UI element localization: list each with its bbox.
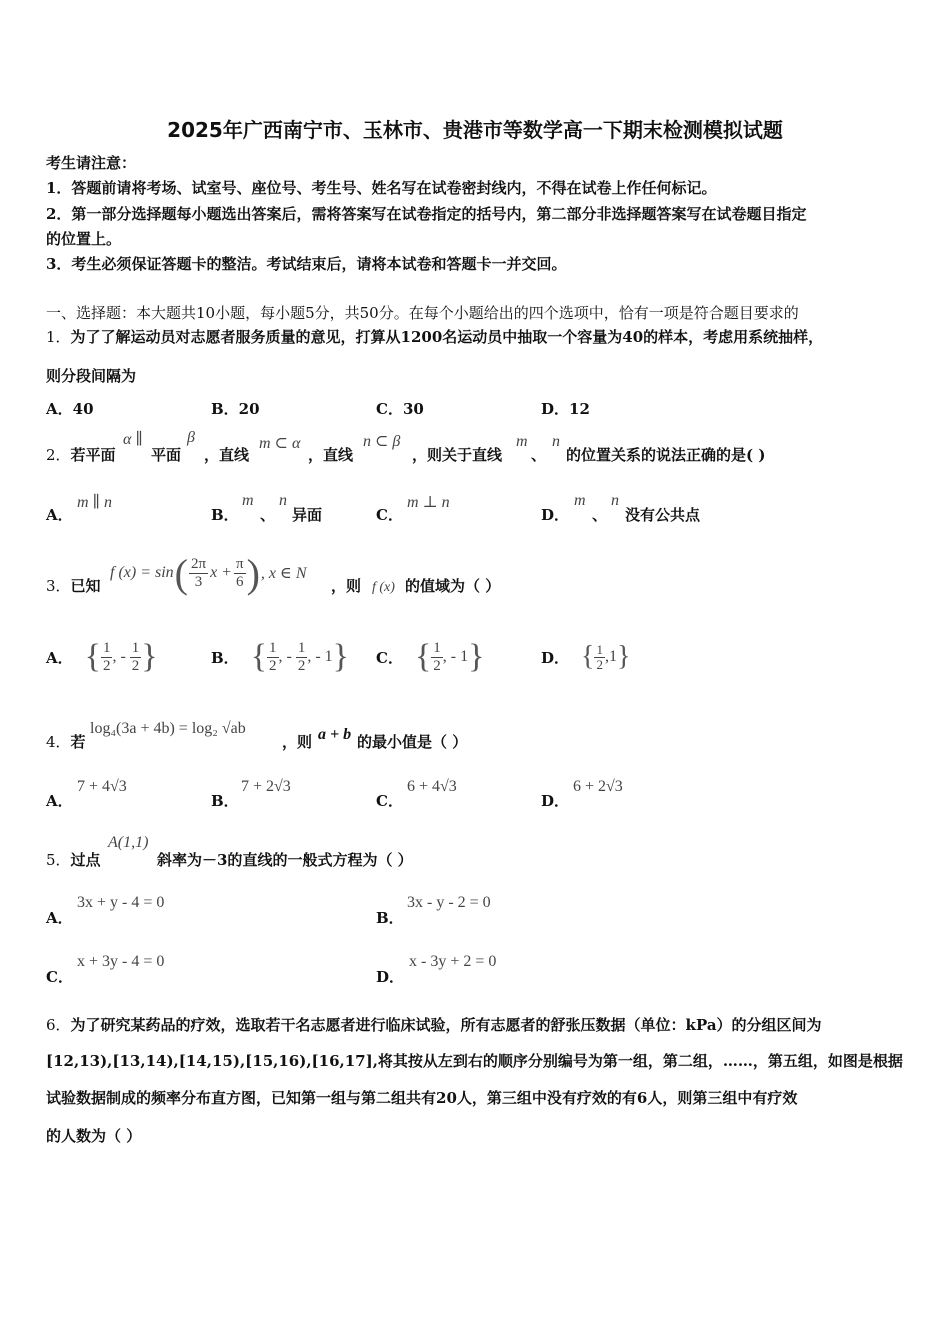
question-number: 6． (46, 1016, 71, 1034)
paren-left: ( (174, 550, 188, 596)
q2-math-m: m (516, 433, 528, 450)
question-4 (46, 731, 86, 752)
q2-math-n: n (552, 433, 560, 450)
separator: ,1 (604, 648, 617, 665)
option-label: C． (376, 506, 403, 524)
option-math-m: m (242, 492, 254, 509)
frac (130, 640, 142, 675)
q3-option-a[interactable] (46, 634, 158, 680)
q2-math-beta: β (187, 429, 195, 446)
option-label: A． (46, 909, 73, 927)
option-math: 7 + 2√3 (241, 778, 291, 795)
brace-right: } (468, 638, 485, 675)
notice-item-2b: 的位置上。 (46, 230, 122, 248)
section-heading: 一、选择题：本大题共10小题，每小题5分，共50分。在每个小题给出的四个选项中，恰有一项是符合题目要求的 (46, 304, 799, 322)
brace-left: { (581, 641, 595, 672)
q2-text-7: 的位置关系的说法正确的是( ) (566, 446, 766, 464)
q3-f-lhs: f (x) = sin (110, 564, 174, 581)
frac-num: 1 (269, 639, 277, 656)
frac-den: 3 (194, 573, 203, 590)
option-math-m: m (574, 492, 586, 509)
q3-function-expression (110, 548, 307, 598)
q5-point: A(1,1) (108, 834, 149, 851)
q3-text-1: 已知 (70, 577, 101, 595)
option-math-n: n (279, 492, 287, 509)
frac (267, 640, 279, 675)
q2-text-3: ，直线 (204, 446, 250, 464)
brace-right: } (616, 641, 631, 672)
question-5 (46, 849, 101, 870)
notice-item-2a: 2．第一部分选择题每小题选出答案后，需将答案写在试卷指定的括号内，第二部分非选择题答案写在试卷题目指定 (46, 205, 807, 223)
q1-option-a[interactable]: A．40 (46, 400, 94, 418)
question-text: 为了了解运动员对志愿者服务质量的意见，打算从1200名运动员中抽取一个容量为40的样本，考虑用系统抽样， (70, 328, 824, 346)
frac-den: 6 (236, 573, 244, 590)
separator: , - (278, 648, 292, 665)
frac (101, 640, 113, 675)
frac-num: 1 (433, 639, 441, 656)
frac-den: 2 (102, 657, 111, 674)
brace-right: } (141, 638, 158, 675)
q2-math-n-in-beta: n ⊂ β (363, 433, 401, 450)
brace-right: } (332, 638, 349, 675)
separator: , - 1 (442, 648, 469, 665)
option-math: 3x - y - 2 = 0 (407, 894, 491, 911)
q1-option-c[interactable]: C．30 (376, 400, 424, 418)
q3-frac-pi-6 (234, 556, 246, 591)
option-label: B． (211, 648, 239, 667)
q3-option-b[interactable] (211, 634, 349, 680)
question-2 (46, 444, 116, 465)
q6-line-1: 为了研究某药品的疗效，选取若干名志愿者进行临床试验，所有志愿者的舒张压数据（单位：kPa）的分组区间为 (70, 1016, 822, 1034)
q5-text-1: 过点 (70, 851, 101, 869)
q2-text-1: 若平面 (70, 446, 116, 464)
option-label: A． (46, 506, 73, 524)
option-math: m ∥ n (77, 494, 112, 511)
brace-left: { (84, 638, 101, 675)
question-1 (46, 326, 823, 347)
frac (431, 640, 443, 675)
option-separator: 、 (260, 506, 276, 524)
question-number: 3． (46, 577, 71, 595)
separator: , - 1 (307, 648, 333, 665)
question-6 (46, 1014, 822, 1035)
option-text: 异面 (292, 506, 323, 524)
q3-option-c[interactable] (376, 634, 484, 680)
option-label: D． (376, 968, 405, 986)
option-math-n: n (611, 492, 619, 509)
option-label: A． (46, 648, 73, 667)
q3-x-plus: x + (210, 564, 232, 581)
frac (594, 643, 605, 672)
brace-left: { (414, 638, 432, 675)
notice-item-1: 1．答题前请将考场、试室号、座位号、考生号、姓名写在试卷密封线内，不得在试卷上作任何标记。 (46, 179, 717, 197)
option-label: C． (376, 648, 403, 667)
option-math: 3x + y - 4 = 0 (77, 894, 165, 911)
option-math: x - 3y + 2 = 0 (409, 953, 497, 970)
option-math: 7 + 4√3 (77, 778, 127, 795)
frac-num: 1 (131, 639, 140, 656)
paren-right: ) (246, 550, 260, 596)
q2-text-4: ，直线 (308, 446, 354, 464)
frac-den: 2 (131, 657, 140, 674)
frac-num: 1 (102, 639, 111, 656)
frac-num: 2π (191, 555, 207, 572)
option-math: 6 + 4√3 (407, 778, 457, 795)
option-math: 6 + 2√3 (573, 778, 623, 795)
q2-text-6: 、 (531, 446, 547, 464)
frac (296, 640, 308, 675)
q1-option-b[interactable]: B．20 (211, 400, 260, 418)
frac-num: 1 (297, 639, 306, 656)
option-label: D． (541, 506, 570, 524)
q2-text-5: ，则关于直线 (412, 446, 503, 464)
frac-den: 2 (433, 657, 441, 674)
q2-math-alpha-parallel: α ∥ (123, 431, 143, 448)
q3-text-2: ，则 (331, 577, 362, 595)
frac-den: 2 (269, 657, 277, 674)
question-number: 1． (46, 328, 71, 346)
q3-frac-2pi-3 (189, 556, 208, 591)
q2-math-m-in-alpha: m ⊂ α (259, 435, 301, 452)
q5-text-2: 斜率为－3的直线的一般式方程为（ ） (157, 851, 413, 869)
option-label: C． (46, 968, 73, 986)
option-label: C． (376, 792, 403, 810)
frac-den: 2 (596, 656, 603, 672)
q6-line-3: 试验数据制成的频率分布直方图，已知第一组与第二组共有20人，第三组中没有疗效的有6人，则第三组中有疗效 (46, 1089, 798, 1107)
option-math: x + 3y - 4 = 0 (77, 953, 165, 970)
separator: , - (112, 648, 126, 665)
q3-domain: , x ∈ N (260, 565, 307, 582)
frac-num: π (235, 555, 244, 572)
q6-line-4: 的人数为（ ） (46, 1127, 142, 1145)
page-title: 2025年广西南宁市、玉林市、贵港市等数学高一下期末检测模拟试题 (167, 118, 783, 142)
option-text: 没有公共点 (625, 506, 701, 524)
notice-item-3: 3．考生必须保证答题卡的整洁。考试结束后，请将本试卷和答题卡一并交回。 (46, 255, 567, 273)
option-separator: 、 (592, 506, 608, 524)
option-label: D． (541, 792, 570, 810)
frac-den: 2 (297, 657, 306, 674)
brace-left: { (250, 638, 268, 675)
frac-num: 1 (596, 641, 603, 657)
q3-fx: f (x) (372, 580, 395, 595)
option-label: D． (541, 648, 570, 667)
question-number: 4． (46, 733, 71, 751)
notice-heading: 考生请注意： (46, 154, 137, 172)
q4-text-1: 若 (70, 733, 86, 751)
question-number: 5． (46, 851, 71, 869)
option-math: m ⊥ n (407, 494, 450, 511)
question-1-line2: 则分段间隔为 (46, 367, 137, 385)
question-number: 2． (46, 446, 71, 464)
q4-a-plus-b: a + b (318, 726, 352, 743)
q4-text-3: 的最小值是（ ） (357, 733, 468, 751)
q1-option-d[interactable]: D．12 (541, 400, 590, 418)
question-3 (46, 575, 101, 596)
q2-text-2: 平面 (151, 446, 182, 464)
q6-line-2: [12,13),[13,14),[14,15),[15,16),[16,17],将其按从左到右的顺序分别编号为第一组，第二组，……，第五组，如图是根据 (46, 1052, 903, 1070)
q4-text-2: ，则 (282, 733, 313, 751)
option-label: A． (46, 792, 73, 810)
q3-text-3: 的值域为（ ） (405, 577, 501, 595)
q4-log-equation: log₄(3a + 4b) = log₂ √ab (90, 720, 246, 737)
option-label: B． (211, 506, 239, 524)
option-label: B． (211, 792, 239, 810)
option-label: B． (376, 909, 404, 927)
q3-option-d[interactable] (541, 634, 630, 680)
